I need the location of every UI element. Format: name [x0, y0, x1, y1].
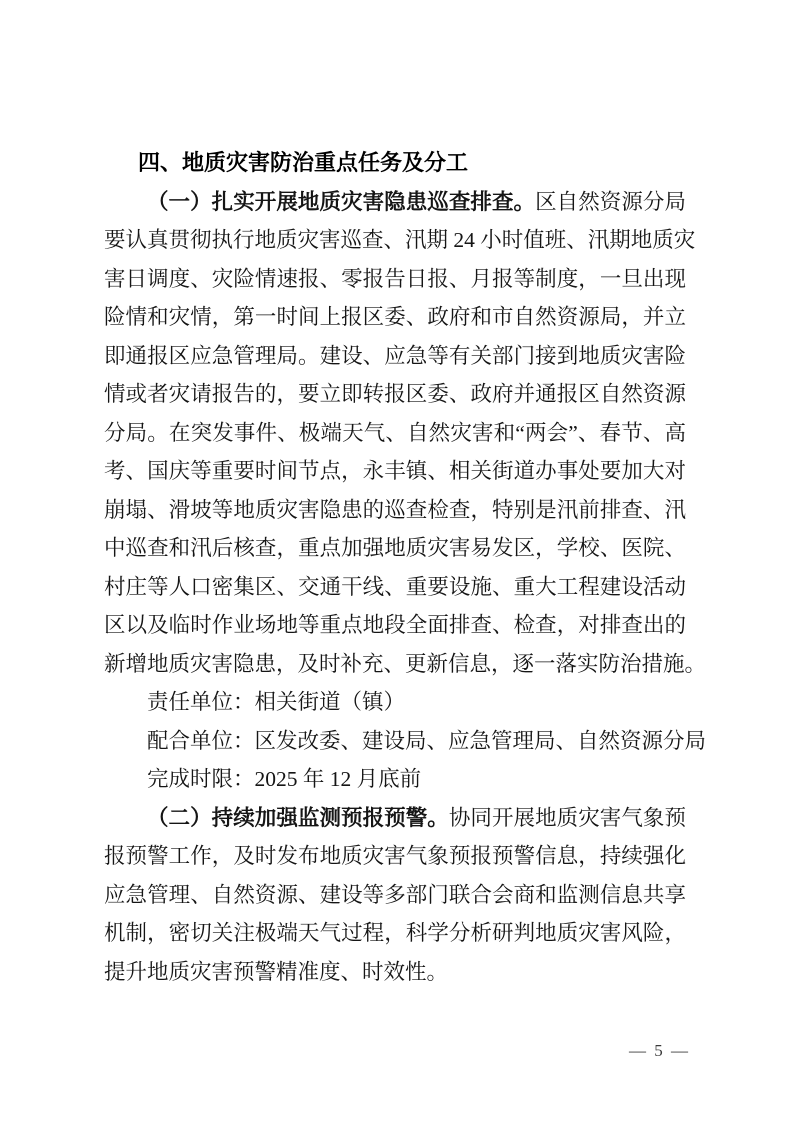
text-segment: 协同开展地质灾害气象预	[448, 805, 686, 830]
text-segment: 分局。在突发事件、极端天气、自然灾害和“两会”、春节、高	[104, 420, 686, 445]
text-segment: 中巡查和汛后核查，重点加强地质灾害易发区，学校、医院、	[104, 536, 686, 560]
text-line	[104, 722, 707, 761]
text-segment: 害日调度、灾险情速报、零报告日报、月报等制度，一旦出现	[104, 266, 686, 291]
text-segment: 区自然资源分局	[535, 189, 686, 214]
text-segment: 应急管理、自然资源、建设等多部门联合会商和监测信息共享	[104, 882, 686, 907]
text-line	[104, 375, 686, 414]
text-segment: 责任单位：相关街道（镇）	[147, 690, 406, 714]
text-line	[104, 683, 686, 722]
text-segment: 配合单位：区发改委、建设局、应急管理局、自然资源分局	[147, 728, 707, 753]
text-segment: 要认真贯彻执行地质灾害巡查、汛期 24 小时值班、汛期地质灾	[104, 228, 696, 252]
text-segment: 报预警工作，及时发布地质灾害气象预报预警信息，持续强化	[104, 844, 686, 868]
text-line	[104, 260, 686, 299]
text-segment: 考、国庆等重要时间节点，永丰镇、相关街道办事处要加大对	[104, 459, 686, 483]
emphasis-text: （一）扎实开展地质灾害隐患巡查排查。	[147, 189, 536, 214]
text-line	[104, 799, 686, 838]
text-segment: 提升地质灾害预警精准度、时效性。	[104, 959, 449, 984]
text-segment: 情或者灾请报告的，要立即转报区委、政府并通报区自然资源	[104, 382, 686, 406]
text-line	[104, 914, 686, 953]
text-line	[104, 953, 686, 992]
text-line	[104, 298, 686, 337]
emphasis-text: （二）持续加强监测预报预警。	[147, 805, 449, 830]
body-text	[104, 183, 707, 992]
page-number: — 5 —	[629, 1041, 690, 1060]
text-segment: 崩塌、滑坡等地质灾害隐患的巡查检查，特别是汛前排查、汛	[104, 497, 686, 522]
text-line	[104, 414, 686, 453]
text-line	[104, 760, 686, 799]
text-segment: 即通报区应急管理局。建设、应急等有关部门接到地质灾害险	[104, 343, 686, 368]
section-heading: 四、地质灾害防治重点任务及分工	[138, 150, 469, 175]
text-segment: 新增地质灾害隐患，及时补充、更新信息，逐一落实防治措施。	[104, 651, 707, 676]
text-line	[104, 452, 686, 491]
text-line	[104, 837, 686, 876]
text-line	[104, 568, 686, 607]
text-line	[104, 876, 686, 915]
text-line	[104, 645, 707, 684]
text-line	[104, 183, 686, 222]
document-content	[104, 144, 707, 991]
text-line	[104, 529, 686, 568]
text-segment: 机制，密切关注极端天气过程，科学分析研判地质灾害风险，	[104, 921, 686, 945]
text-segment: 区以及临时作业场地等重点地段全面排查、检查，对排查出的	[104, 613, 686, 637]
text-segment: 险情和灾情，第一时间上报区委、政府和市自然资源局，并立	[104, 305, 686, 329]
text-line	[104, 337, 686, 376]
text-line	[104, 491, 686, 530]
text-line	[104, 606, 686, 645]
text-segment: 村庄等人口密集区、交通干线、重要设施、重大工程建设活动	[104, 574, 686, 599]
text-segment: 完成时限：2025 年 12 月底前	[147, 767, 422, 791]
text-line	[104, 221, 696, 260]
